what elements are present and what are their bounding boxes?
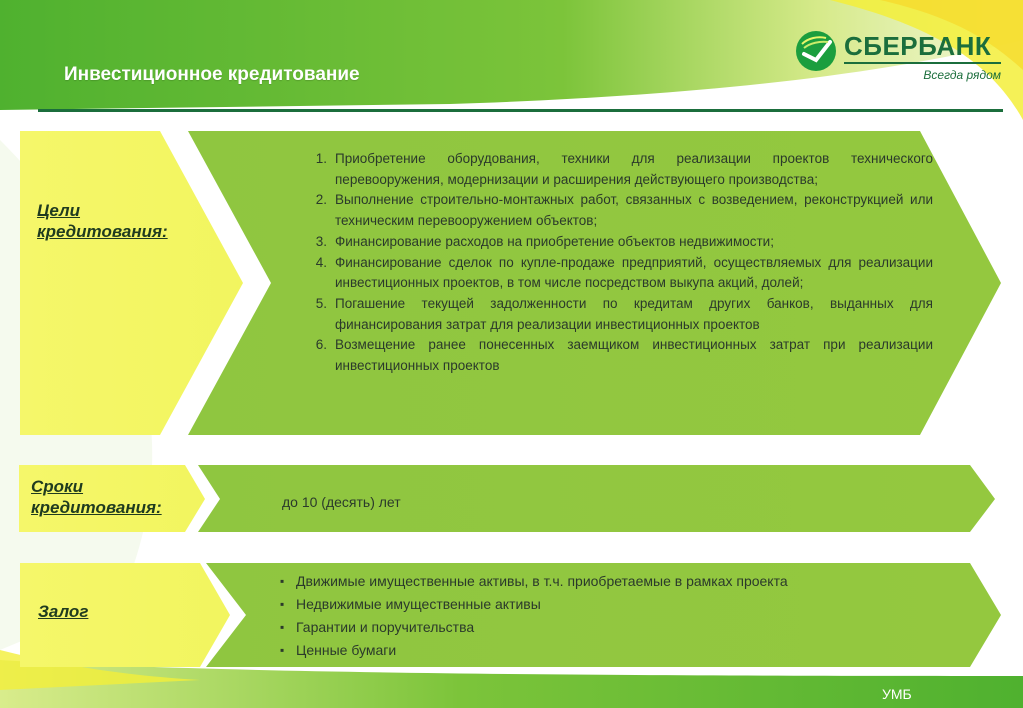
list-item: Финансирование расходов на приобретение объектов недвижимости;: [335, 233, 774, 249]
collateral-list: [280, 570, 788, 662]
list-item: ▪ Недвижимые имущественные активы: [296, 593, 788, 616]
term-label: Сроки кредитования:: [31, 477, 162, 517]
footer-label: УМБ: [882, 686, 912, 702]
list-item: Выполнение строительно-монтажных работ, связанных с возведением, реконструкцией или техническим перевооружением объектов;: [335, 192, 933, 229]
footer-band: [0, 660, 1023, 708]
list-item: ▪ Движимые имущественные активы, в т.ч. приобретаемые в рамках проекта: [296, 570, 788, 593]
list-item: Погашение текущей задолженности по кредитам других банков, выданных для финансирования затрат для реализации инвестиционных проектов: [335, 295, 933, 332]
collateral-label: Залог: [38, 602, 89, 621]
sberbank-logo: [794, 28, 1009, 86]
brand-name: СБЕРБАНК: [844, 31, 992, 61]
goals-list: [307, 149, 933, 377]
title-divider: [38, 109, 1003, 112]
sberbank-logo-icon: [794, 29, 838, 73]
brand-slogan: Всегда рядом: [923, 68, 1001, 82]
list-item: ▪ Гарантии и поручительства: [296, 616, 788, 639]
page-title: Инвестиционное кредитование: [64, 64, 360, 85]
goals-label-panel: [20, 131, 243, 435]
list-item: ▪ Ценные бумаги: [296, 639, 788, 662]
list-item: Приобретение оборудования, техники для реализации проектов технического перевооружения, модернизации и расширения действующего производства;: [335, 151, 933, 187]
goals-label: Цели кредитования:: [37, 201, 168, 241]
term-value: до 10 (десять) лет: [282, 494, 401, 510]
list-item: Финансирование сделок по купле-продаже предприятий, осуществляемых для реализации инвестиционных проектов, в том числе посредством выкупа акций, долей;: [335, 254, 933, 291]
brand-divider: [844, 62, 1001, 64]
list-item: Возмещение ранее понесенных заемщиком инвестиционных затрат при реализации инвестиционных проектов: [335, 337, 933, 374]
